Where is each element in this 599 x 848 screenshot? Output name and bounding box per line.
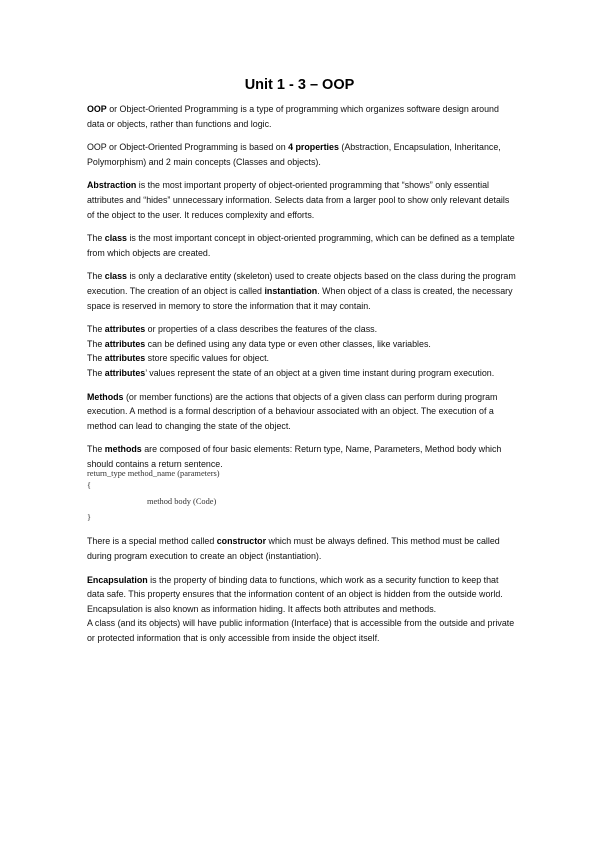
term-class: class (104, 271, 127, 282)
paragraph-text: is only a declarative entity (skeleton) used to create objects based on the class during the program execution. The creation of an object is called (87, 271, 516, 296)
paragraph-text: which must be always defined. This method must be called during program execution to create an object (instantiation). (87, 536, 500, 562)
term-attributes: attributes (104, 353, 146, 364)
term-methods: Methods (87, 391, 124, 402)
paragraph-text: (or member functions) are the actions that objects of a given class can perform during program execution. A method is a formal description of a behaviour associated with an object. The execution of a method can lead to changing the state of the object. (87, 391, 498, 431)
term-attributes: attributes (104, 338, 146, 349)
paragraph-text: The (87, 444, 105, 455)
paragraph-text: is the most important property of object-oriented programming that “shows” only essential attributes and “hides” unnecessary information. Selects data from a larger pool to show only relevant details of the object to the user. It reduces complexity and efforts. (87, 180, 510, 220)
paragraph-text: The (87, 353, 105, 364)
paragraph-class-definition (87, 231, 517, 260)
paragraph-text: is the most important concept in object-oriented programming, which can be defined as a template from which objects are created. (87, 233, 515, 258)
term-attributes: attributes (104, 324, 146, 335)
term-4-properties: 4 properties (288, 142, 339, 153)
paragraph-constructor (87, 534, 517, 563)
term-encapsulation: Encapsulation (87, 574, 148, 585)
paragraph-text: A class (and its objects) will have public information (Interface) that is accessible from the outside and private or protected information that is only accessible from inside the object itself. (87, 618, 515, 644)
code-line-close-brace: } (87, 513, 92, 523)
paragraph-abstraction (87, 178, 517, 222)
code-line-signature: return_type method_name (parameters) (87, 469, 220, 479)
paragraph-text: store specific values for object. (145, 353, 270, 364)
paragraph-text: Encapsulation is also known as information hiding. It affects both attributes and methods. (87, 603, 437, 614)
term-class: class (104, 233, 127, 244)
paragraph-text: (Abstraction, Encapsulation, Inheritance, Polymorphism) and 2 main concepts (Classes and objects). (87, 142, 501, 167)
term-methods: methods (104, 444, 142, 455)
term-oop: OOP (87, 104, 107, 114)
method-syntax-code-block (87, 468, 517, 524)
paragraph-attributes (87, 322, 517, 380)
paragraph-method-elements (87, 442, 517, 471)
paragraph-text: or properties of a class describes the features of the class. (145, 324, 378, 335)
paragraph-text: . When object of a class is created, the necessary space is reserved in memory to store the information that it may contain. (87, 285, 513, 311)
term-instantiation: instantiation (264, 285, 318, 296)
paragraph-oop-definition (87, 102, 517, 131)
paragraph-text: The (87, 367, 105, 378)
term-abstraction: Abstraction (87, 180, 137, 191)
document-title: Unit 1 - 3 – OOP (244, 77, 355, 93)
paragraph-text: OOP or Object-Oriented Programming is based on (87, 142, 289, 153)
paragraph-class-instantiation (87, 269, 517, 313)
paragraph-oop-properties (87, 140, 517, 169)
paragraph-methods (87, 390, 517, 434)
term-constructor: constructor (216, 536, 267, 547)
paragraph-text: is the property of binding data to functions, which work as a security function to keep that data safe. This property ensures that the information content of an object is hidden from the outside world. (87, 574, 503, 600)
paragraph-text: The (87, 233, 105, 244)
code-line-open-brace: { (87, 481, 92, 491)
document-body (87, 102, 517, 655)
paragraph-text: or Object-Oriented Programming is a type of programming which organizes software design around data or objects, rather than functions and logic. (87, 104, 499, 129)
code-line-method-body: method body (Code) (147, 497, 217, 507)
paragraph-text: ’ values represent the state of an object at a given time instant during program execution. (145, 367, 495, 378)
paragraph-text: The (87, 324, 105, 335)
paragraph-text: are composed of four basic elements: Return type, Name, Parameters, Method body which should contains a return sentence. (87, 444, 502, 469)
paragraph-encapsulation (87, 573, 517, 646)
term-attributes: attributes (104, 367, 146, 378)
paragraph-text: can be defined using any data type or even other classes, like variables. (145, 338, 431, 349)
paragraph-text: The (87, 338, 105, 349)
paragraph-text: There is a special method called (87, 536, 217, 547)
paragraph-text: The (87, 271, 105, 282)
